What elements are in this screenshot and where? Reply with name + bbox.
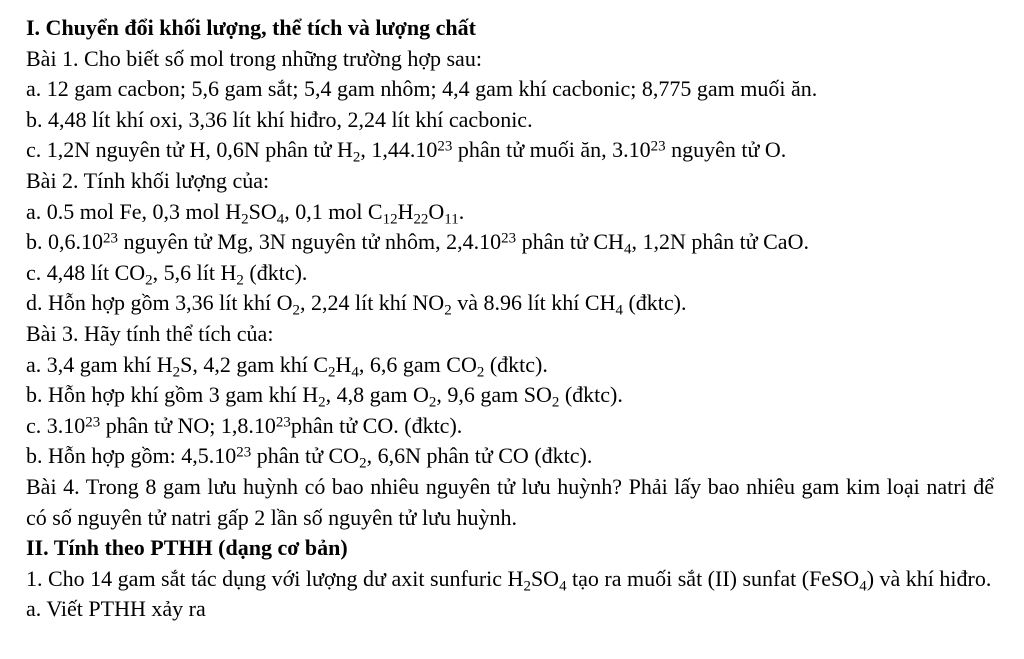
bai-1-item-b: b. 4,48 lít khí oxi, 3,36 lít khí hiđro, 2,24 lít khí cacbonic. — [26, 106, 533, 132]
section-2-title: II. Tính theo PTHH (dạng cơ bản) — [26, 535, 348, 561]
bai-2-item-a: a. 0.5 mol Fe, 0,3 mol $H_2SO_4$, 0,1 mol $C_{12}H_{22}O_{11}$. — [26, 198, 465, 228]
bai-3-item-a: a. 3,4 gam khí $H_2S$, 4,2 gam khí $C_2H_4$, 6,6 gam $CO_2$ (đktc). — [26, 351, 548, 381]
bai-3-item-b2: b. Hỗn hợp gồm: 4,5.10$^{23}$ phân tử $CO_2$, 6,6N phân tử CO (đktc). — [26, 443, 593, 472]
bai-3-item-b: b. Hỗn hợp khí gồm 3 gam khí $H_2$, 4,8 gam $O_2$, 9,6 gam $SO_2$ (đktc). — [26, 382, 623, 411]
section-1-title: I. Chuyển đổi khối lượng, thể tích và lượng chất — [26, 15, 476, 40]
bai-1-title: Bài 1. Cho biết số mol trong những trường hợp sau: — [26, 45, 482, 71]
question-1-item-a: a. Viết PTHH xảy ra — [26, 596, 206, 622]
bai-2-title: Bài 2. Tính khối lượng của: — [26, 167, 270, 193]
bai-1-item-a: a. 12 gam cacbon; 5,6 gam sắt; 5,4 gam nhôm; 4,4 gam khí cacbonic; 8,775 gam muối ăn. — [26, 76, 818, 102]
bai-3-title: Bài 3. Hãy tính thể tích của: — [26, 320, 274, 346]
bai-2-item-d: d. Hỗn hợp gồm 3,36 lít khí $O_2$, 2,24 lít khí $NO_2$ và 8.96 lít khí $CH_4$ (đktc). — [26, 290, 687, 319]
bai-4-text: Bài 4. Trong 8 gam lưu huỳnh có bao nhiêu nguyên tử lưu huỳnh? Phải lấy bao nhiêu gam kim loại natri để có số nguyên tử natri gấp 2 lần số nguyên tử lưu huỳnh. — [26, 473, 994, 530]
bai-3-item-c: c. 3.10$^{23}$ phân tử NO; 1,8.10$^{23}$phân tử CO. (đktc). — [26, 412, 463, 438]
bai-2-item-c: c. 4,48 lít $CO_2$, 5,6 lít $H_2$ (đktc). — [26, 259, 308, 289]
bai-2-item-b: b. 0,6.10$^{23}$ nguyên tử Mg, 3N nguyên tử nhôm, 2,4.10$^{23}$ phân tử $CH_4$, 1,2N phân tử CaO. — [26, 229, 809, 258]
question-1: 1. Cho 14 gam sắt tác dụng với lượng dư axit sunfuric $H_2SO_4$ tạo ra muối sắt (II) sunfat (FeSO$_4$) và khí hiđro. — [26, 565, 992, 595]
bai-1-item-c: c. 1,2N nguyên tử H, 0,6N phân tử $H_2$, 1,44.10$^{23}$ phân tử muối ăn, 3.10$^{23}$ nguyên tử O. — [26, 137, 787, 166]
